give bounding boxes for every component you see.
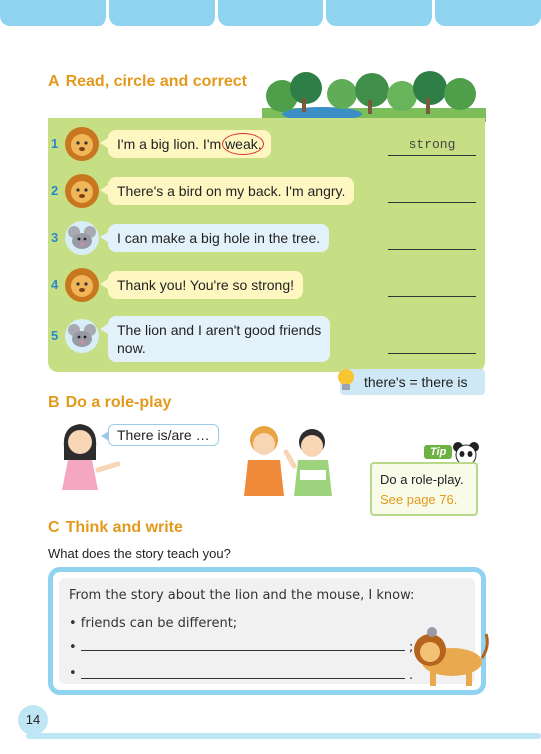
tip-text: there's = there is [364, 374, 468, 390]
lion-icon [64, 267, 100, 303]
answer-line[interactable] [388, 277, 476, 297]
role-play-bubble: There is/are … [108, 424, 219, 446]
section-title: Do a role-play [65, 394, 172, 411]
question-text: What does the story teach you? [48, 546, 231, 561]
grammar-tip [340, 369, 485, 395]
exercise-row [48, 265, 485, 305]
lion-and-mouse-illustration [410, 620, 492, 690]
section-title: Read, circle and correct [65, 73, 247, 90]
row-number: 2 [51, 183, 59, 198]
intro-text: From the story about the lion and the mouse, I know: [69, 588, 415, 603]
speech-bubble: Thank you! You're so strong! [108, 271, 303, 299]
exercise-row [48, 218, 485, 258]
lion-icon [64, 173, 100, 209]
row-number: 3 [51, 230, 59, 245]
tip-label: Tip [424, 445, 452, 459]
speech-bubble: There's a bird on my back. I'm angry. [108, 177, 354, 205]
top-decoration [0, 0, 541, 26]
speech-bubble: I can make a big hole in the tree. [108, 224, 329, 252]
mouse-icon [64, 220, 100, 256]
bubble-line: now. [117, 340, 146, 356]
forest-illustration [262, 70, 486, 122]
section-title: Think and write [65, 519, 183, 536]
bubble-line: The lion and I aren't good friends [117, 322, 322, 338]
tip-line: Do a role-play. [380, 472, 464, 487]
line-end-mark: . [409, 668, 414, 683]
sentence-end: . [257, 136, 262, 152]
bullet-mark: • [69, 640, 77, 655]
lion-icon [64, 126, 100, 162]
exercise-row [48, 316, 485, 366]
tip-box [370, 462, 478, 516]
section-letter: A [48, 73, 60, 90]
line-end-mark: ; [409, 640, 414, 655]
row-number: 1 [51, 136, 59, 151]
bullet-mark: • [69, 666, 77, 681]
answer-line[interactable] [388, 183, 476, 203]
section-b-header [48, 394, 171, 412]
speech-bubble [108, 130, 271, 158]
circled-word[interactable]: weak [225, 136, 258, 152]
mouse-icon [64, 318, 100, 354]
page-reference[interactable]: See page 76. [380, 492, 458, 507]
row-number: 4 [51, 277, 59, 292]
answer-line[interactable]: strong [388, 136, 476, 156]
section-a-header [48, 73, 247, 91]
footer-bar [26, 733, 541, 739]
answer-line[interactable] [388, 334, 476, 354]
exercise-panel [48, 118, 485, 372]
answer-line[interactable] [388, 230, 476, 250]
section-letter: B [48, 394, 60, 411]
exercise-row [48, 171, 485, 211]
sentence-start: I'm a big lion. I'm [117, 136, 226, 152]
boys-illustration [238, 420, 340, 496]
row-number: 5 [51, 328, 59, 343]
writing-line[interactable] [81, 650, 405, 651]
writing-line[interactable] [81, 678, 405, 679]
bullet-item: • friends can be different; [69, 616, 238, 631]
section-letter: C [48, 519, 60, 536]
lightbulb-icon [336, 367, 356, 393]
page-number: 14 [18, 705, 48, 735]
speech-bubble [108, 316, 330, 362]
exercise-row [48, 124, 485, 164]
section-c-header [48, 519, 183, 537]
